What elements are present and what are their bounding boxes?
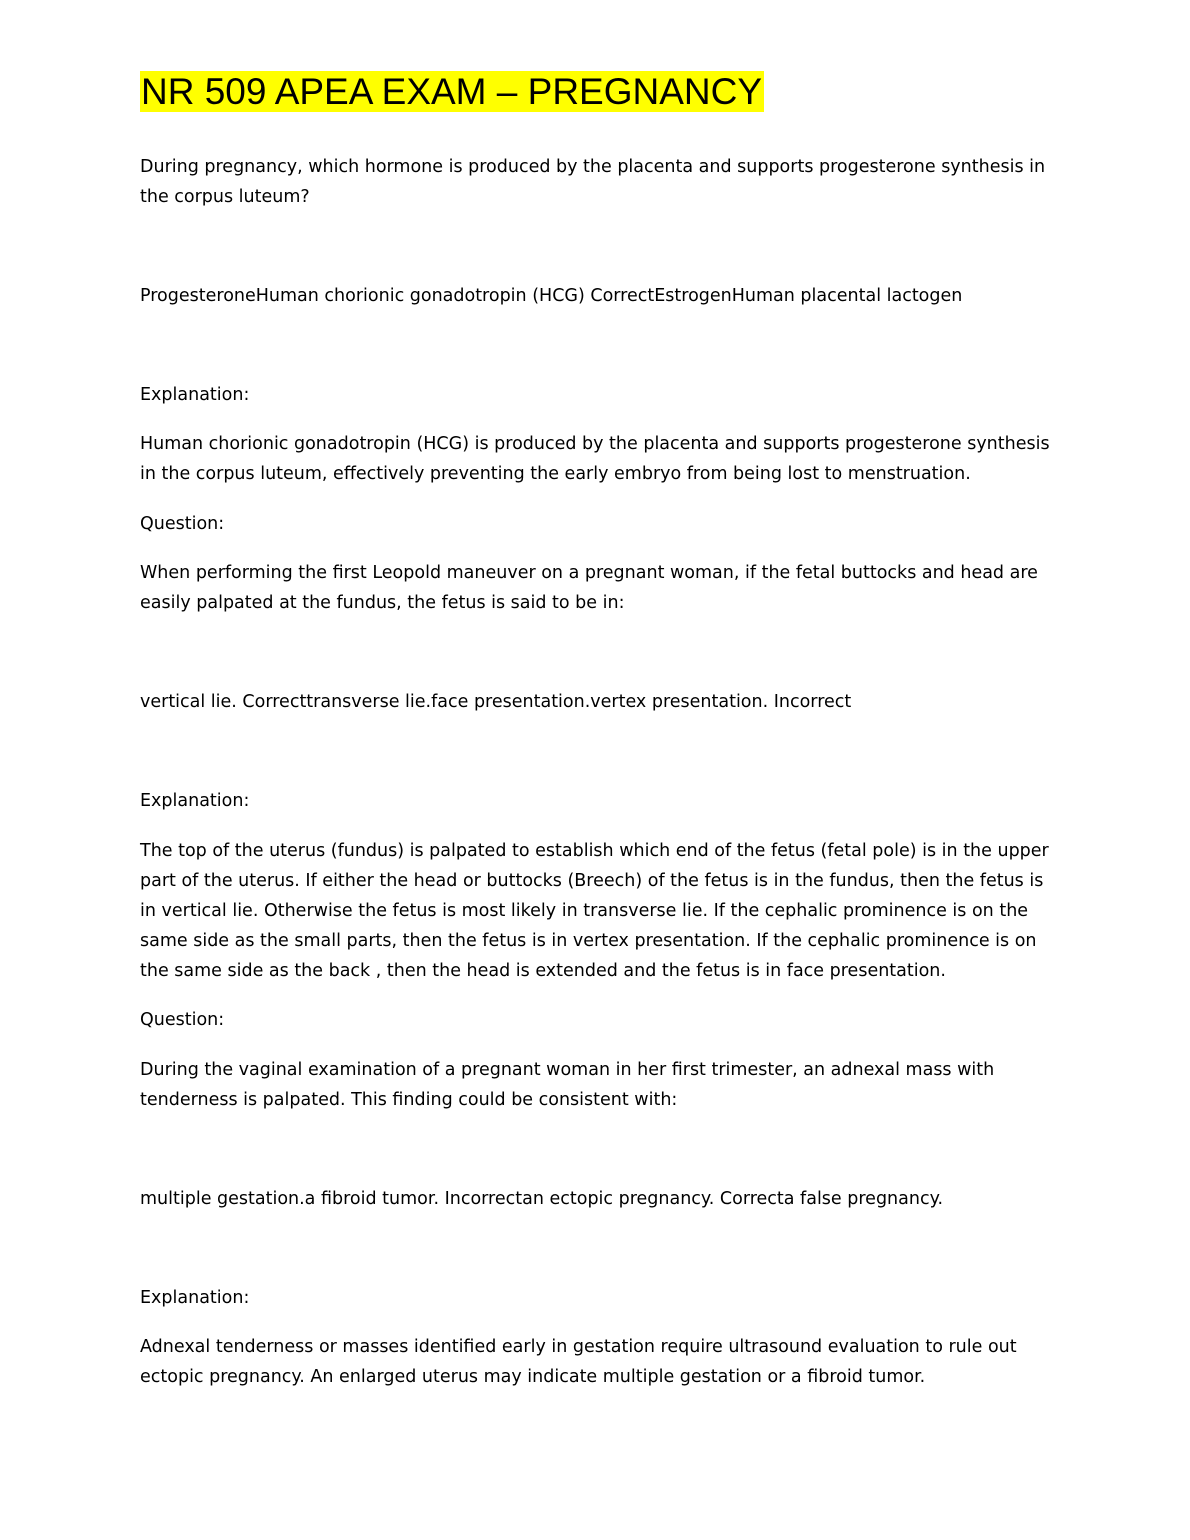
explanation-3-text: Adnexal tenderness or masses identified early in gestation require ultrasound evaluation to rule out ectopic pregnancy. An enlarged uterus may indicate multiple gestation or a fibroid tumor. bbox=[140, 1337, 1017, 1387]
question-3-text: During the vaginal examination of a pregnant woman in her first trimester, an adnexal mass with tenderness is palpated. This finding could be consistent with: bbox=[140, 1060, 995, 1110]
question-2-label: Question: bbox=[140, 514, 225, 534]
page-title bbox=[140, 70, 764, 114]
question-3-label: Question: bbox=[140, 1010, 225, 1030]
explanation-1-label: Explanation: bbox=[140, 385, 250, 405]
question-2-text: When performing the first Leopold maneuver on a pregnant woman, if the fetal buttocks and head are easily palpated at the fundus, the fetus is said to be in: bbox=[140, 563, 1038, 613]
question-1-text: During pregnancy, which hormone is produced by the placenta and supports progesterone synthesis in the corpus luteum? bbox=[140, 157, 1046, 207]
explanation-3-label: Explanation: bbox=[140, 1288, 250, 1308]
answer-options-3: multiple gestation.a fibroid tumor. Incorrectan ectopic pregnancy. Correcta false pregnancy. bbox=[140, 1189, 944, 1209]
answer-options-1: ProgesteroneHuman chorionic gonadotropin (HCG) CorrectEstrogenHuman placental lactogen bbox=[140, 286, 963, 306]
explanation-1-text: Human chorionic gonadotropin (HCG) is produced by the placenta and supports progesterone synthesis in the corpus luteum, effectively preventing the early embryo from being lost to menstruation. bbox=[140, 434, 1050, 484]
answer-options-2: vertical lie. Correcttransverse lie.face presentation.vertex presentation. Incorrect bbox=[140, 692, 852, 712]
title-highlight: NR 509 APEA EXAM – PREGNANCY bbox=[141, 71, 763, 112]
explanation-2-text: The top of the uterus (fundus) is palpated to establish which end of the fetus (fetal pole) is in the upper part of the uterus. If either the head or buttocks (Breech) of the fetus is in the fundus, then the fetus is in vertical lie. Otherwise the fetus is most likely in transverse lie. If the cephalic prominence is on the same side as the small parts, then the fetus is in vertex presentation. If the cephalic prominence is on the same side as the back , then the head is extended and the fetus is in face presentation. bbox=[140, 841, 1049, 981]
explanation-2-label: Explanation: bbox=[140, 791, 250, 811]
